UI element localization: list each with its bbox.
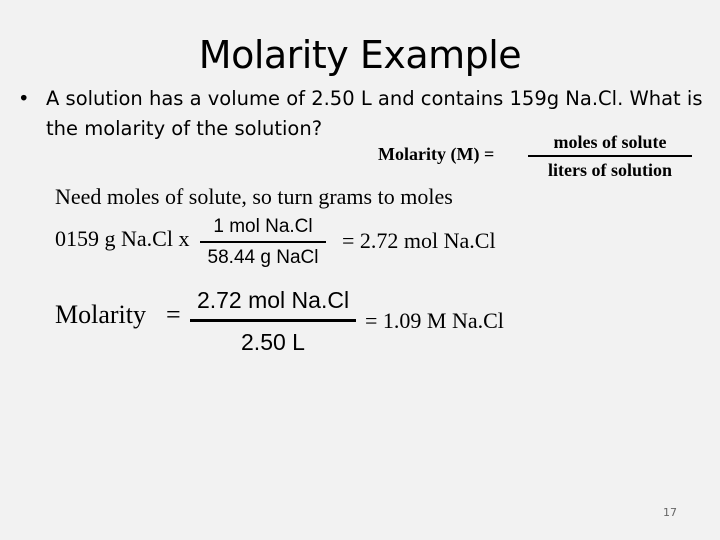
conversion-numerator: 1 mol Na.Cl (213, 216, 313, 237)
molarity-result: = 1.09 M Na.Cl (365, 308, 504, 333)
molarity-label: Molarity (55, 300, 146, 329)
molarity-numerator: 2.72 mol Na.Cl (196, 287, 350, 313)
formula-numerator: moles of solute (553, 132, 667, 152)
bullet-marker: • (18, 87, 30, 110)
bullet-text: A solution has a volume of 2.50 L and contains 159g Na.Cl. What is the molarity of the solution? (46, 87, 703, 140)
work-line-2-result: = 2.72 mol Na.Cl (342, 228, 496, 253)
molarity-equals: = (166, 300, 181, 329)
molarity-fraction (190, 286, 356, 357)
conversion-denominator: 58.44 g NaCl (207, 246, 319, 268)
slide-title: Molarity Example (198, 33, 522, 77)
formula-lhs: Molarity (M) = (378, 144, 495, 164)
fraction-bar (200, 241, 326, 243)
molarity-denominator: 2.50 L (241, 328, 305, 355)
page-number: 17 (663, 506, 677, 519)
fraction-bar (528, 155, 692, 157)
formula-fraction (528, 130, 692, 182)
work-line-1: Need moles of solute, so turn grams to moles (55, 184, 453, 209)
work-line-2-prefix: 0159 g Na.Cl x (55, 226, 190, 251)
molarity-formula (378, 130, 698, 180)
formula-denominator: liters of solution (548, 160, 672, 180)
conversion-fraction (200, 216, 326, 270)
fraction-bar (190, 319, 356, 322)
